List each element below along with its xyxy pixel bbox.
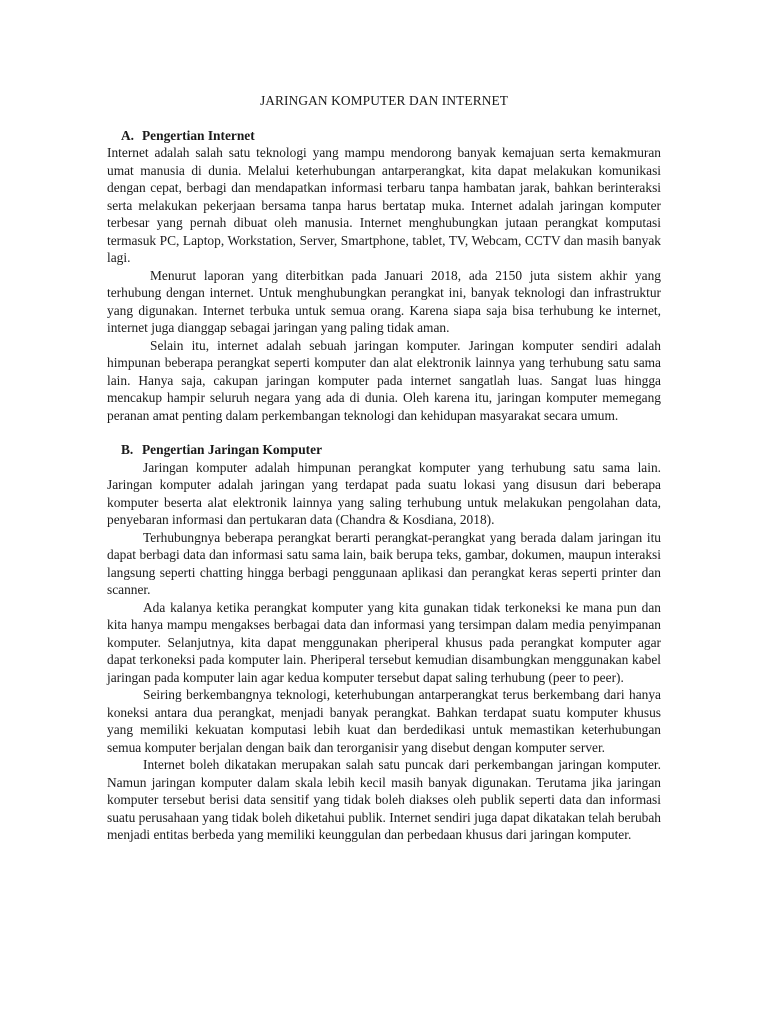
section-b-heading [107,441,661,459]
section-b-paragraph-3: Ada kalanya ketika perangkat komputer yang kita gunakan tidak terkoneksi ke mana pun dan kita hanya mampu mengakses berbagai data dan informasi yang tersimpan dalam media penyimpanan komputer. Selanjutnya, kita dapat menggunakan pheriperal khusus pada perangkat komputer agar dapat terkoneksi pada komputer lain. Pheriperal tersebut kemudian disambungkan menggunakan kabel jaringan pada komputer lain agar kedua komputer tersebut dapat saling terhubung (peer to peer). [107,599,661,685]
document-page [107,92,661,844]
section-b-paragraph-4: Seiring berkembangnya teknologi, keterhubungan antarperangkat terus berkembang dari hanya koneksi antara dua perangkat, menjadi banyak perangkat. Bahkan terdapat suatu komputer khusus yang memiliki kekuatan komputasi lebih kuat dan berdedikasi untuk memastikan keterhubungan semua komputer berjalan dengan baik dan terorganisir yang disebut dengan komputer server. [107,687,661,755]
section-b-paragraph-5: Internet boleh dikatakan merupakan salah satu puncak dari perkembangan jaringan komputer. Namun jaringan komputer dalam skala lebih kecil masih banyak digunakan. Terutama jika jaringan komputer tersebut berisi data sensitif yang tidak boleh diakses oleh publik seperti data dan informasi suatu perusahaan yang tidak boleh diketahui publik. Internet sendiri juga dapat dikatakan telah berubah menjadi entitas berbeda yang memiliki keunggulan dan perbedaan khusus dari jaringan komputer. [107,757,661,842]
section-a-marker: A. [121,127,135,143]
section-a-paragraph-3: Selain itu, internet adalah sebuah jaringan komputer. Jaringan komputer sendiri adalah himpunan beberapa perangkat seperti komputer dan alat elektronik lainnya yang terhubung satu sama lain. Hanya saja, cakupan jaringan komputer pada internet sangatlah luas. Sangat luas hingga mencakup hampir seluruh negara yang ada di dunia. Oleh karena itu, jaringan komputer memegang peranan amat penting dalam perkembangan teknologi dan kehidupan masyarakat secara umum. [107,337,661,423]
document-title: JARINGAN KOMPUTER DAN INTERNET [259,93,509,108]
section-spacer [107,424,661,441]
section-a-paragraph-2: Menurut laporan yang diterbitkan pada Januari 2018, ada 2150 juta sistem akhir yang terhubung dengan internet. Untuk menghubungkan perangkat ini, banyak teknologi dan infrastruktur yang digunakan. Internet terbuka untuk semua orang. Karena siapa saja bisa terhubung ke internet, internet juga dianggap sebagai jaringan yang paling tidak aman. [107,267,661,335]
section-a-heading [107,127,661,145]
section-b-paragraph-1: Jaringan komputer adalah himpunan perangkat komputer yang terhubung satu sama lain. Jaringan komputer adalah jaringan yang terdapat pada suatu lokasi yang disusun dari beberapa komputer beserta alat elektronik lainnya yang saling terhubung untuk melakukan pengolahan data, penyebaran informasi dan pertukaran data (Chandra & Kosdiana, 2018). [107,459,661,527]
section-b-title: Pengertian Jaringan Komputer [142,442,323,457]
section-b-paragraph-2: Terhubungnya beberapa perangkat berarti perangkat-perangkat yang berada dalam jaringan itu dapat berbagi data dan informasi satu sama lain, baik berupa teks, gambar, dokumen, maupun interaksi langsung seperti chatting hingga berbagi penggunaan aplikasi dan perangkat keras seperti printer dan scanner. [107,529,661,597]
section-a-paragraph-1: Internet adalah salah satu teknologi yang mampu mendorong banyak kemajuan serta kemakmuran umat manusia di dunia. Melalui keterhubungan antarperangkat, kita dapat melakukan komunikasi dengan cepat, berbagi dan mendapatkan informasi terbaru tanpa hambatan jarak, bahkan berinteraksi serta melakukan pekerjaan bersama tanpa harus bertatap muka. Internet adalah jaringan komputer terbesar yang pernah dibuat oleh manusia. Internet menghubungkan jutaan perangkat komputasi termasuk PC, Laptop, Workstation, Server, Smartphone, tablet, TV, Webcam, CCTV dan masih banyak lagi. [107,145,661,265]
section-b-marker: B. [121,442,134,457]
section-a-title: Pengertian Internet [142,127,255,143]
